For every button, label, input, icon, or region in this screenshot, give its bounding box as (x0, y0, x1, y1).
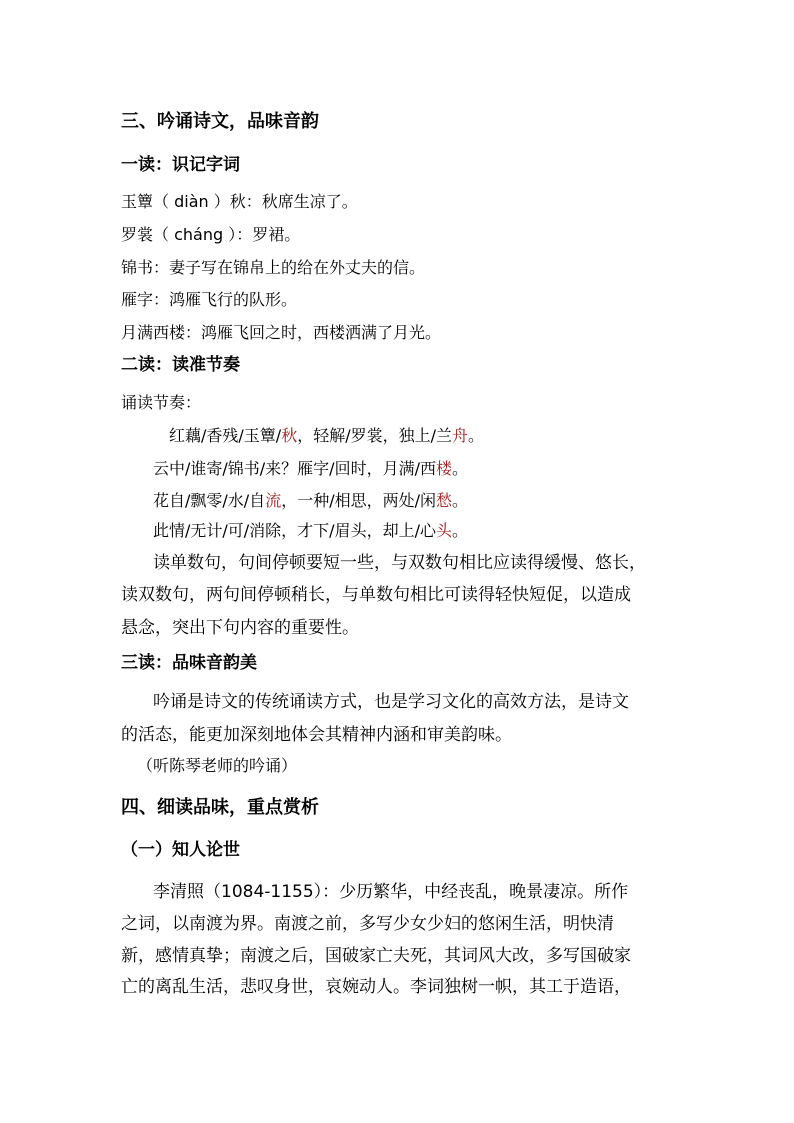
second-reading-heading: 二读：读准节奏 (121, 355, 240, 375)
bio-paragraph-line: 之词，以南渡为界。南渡之前，多写少女少妇的悠闲生活，明快清 (121, 914, 614, 934)
poem-line: 花自/飘零/水/自流，一种/相思，两处/闲愁。 (153, 491, 469, 510)
poem-line: 此情/无计/可/消除，才下/眉头，却上/心头。 (153, 521, 468, 540)
vocab-line: 玉簟（ diàn ）秋：秋席生凉了。 (121, 192, 358, 211)
vocab-line: 雁字：鸿雁飞行的队形。 (121, 290, 298, 309)
rhythm-paragraph-line: 读单数句，句间停顿要短一些，与双数句相比应读得缓慢、悠长， (153, 553, 646, 573)
poem-line: 红藕/香残/玉簟/秋，轻解/罗裳，独上/兰舟。 (169, 426, 485, 445)
first-reading-heading: 一读：识记字词 (121, 155, 240, 175)
vocab-line: 锦书：妻子写在锦帛上的给在外丈夫的信。 (121, 258, 426, 277)
rhythm-paragraph-line: 读双数句，两句间停顿稍长，与单数句相比可读得轻快短促，以造成 (121, 585, 631, 605)
third-reading-heading: 三读：品味音韵美 (121, 653, 257, 673)
rhythm-label: 诵读节奏： (121, 393, 202, 412)
section-four-heading: 四、细读品味，重点赏析 (121, 797, 319, 818)
section-three-heading: 三、吟诵诗文，品味音韵 (121, 111, 319, 132)
vocab-line: 罗裳（ cháng ）：罗裙。 (121, 225, 301, 244)
listen-note: （听陈琴老师的吟诵） (137, 756, 298, 775)
bio-paragraph-line: 新，感情真挚；南渡之后，国破家亡夫死，其词风大改，多写国破家 (121, 946, 631, 966)
bio-paragraph-line: 亡的离乱生活，悲叹身世，哀婉动人。李词独树一帜，其工于造语， (121, 977, 631, 997)
know-author-heading: （一）知人论世 (121, 840, 240, 860)
chant-paragraph-line: 的活态，能更加深刻地体会其精神内涵和审美韵味。 (121, 725, 512, 745)
rhythm-paragraph-line: 悬念，突出下句内容的重要性。 (121, 618, 359, 638)
vocab-line: 月满西楼：鸿雁飞回之时，西楼洒满了月光。 (121, 323, 442, 342)
chant-paragraph-line: 吟诵是诗文的传统诵读方式，也是学习文化的高效方法，是诗文 (153, 692, 629, 712)
bio-paragraph-line: 李清照（1084-1155）：少历繁华，中经丧乱，晚景凄凉。所作 (153, 882, 629, 902)
poem-line: 云中/谁寄/锦书/来？雁字/回时，月满/西楼。 (153, 459, 468, 478)
